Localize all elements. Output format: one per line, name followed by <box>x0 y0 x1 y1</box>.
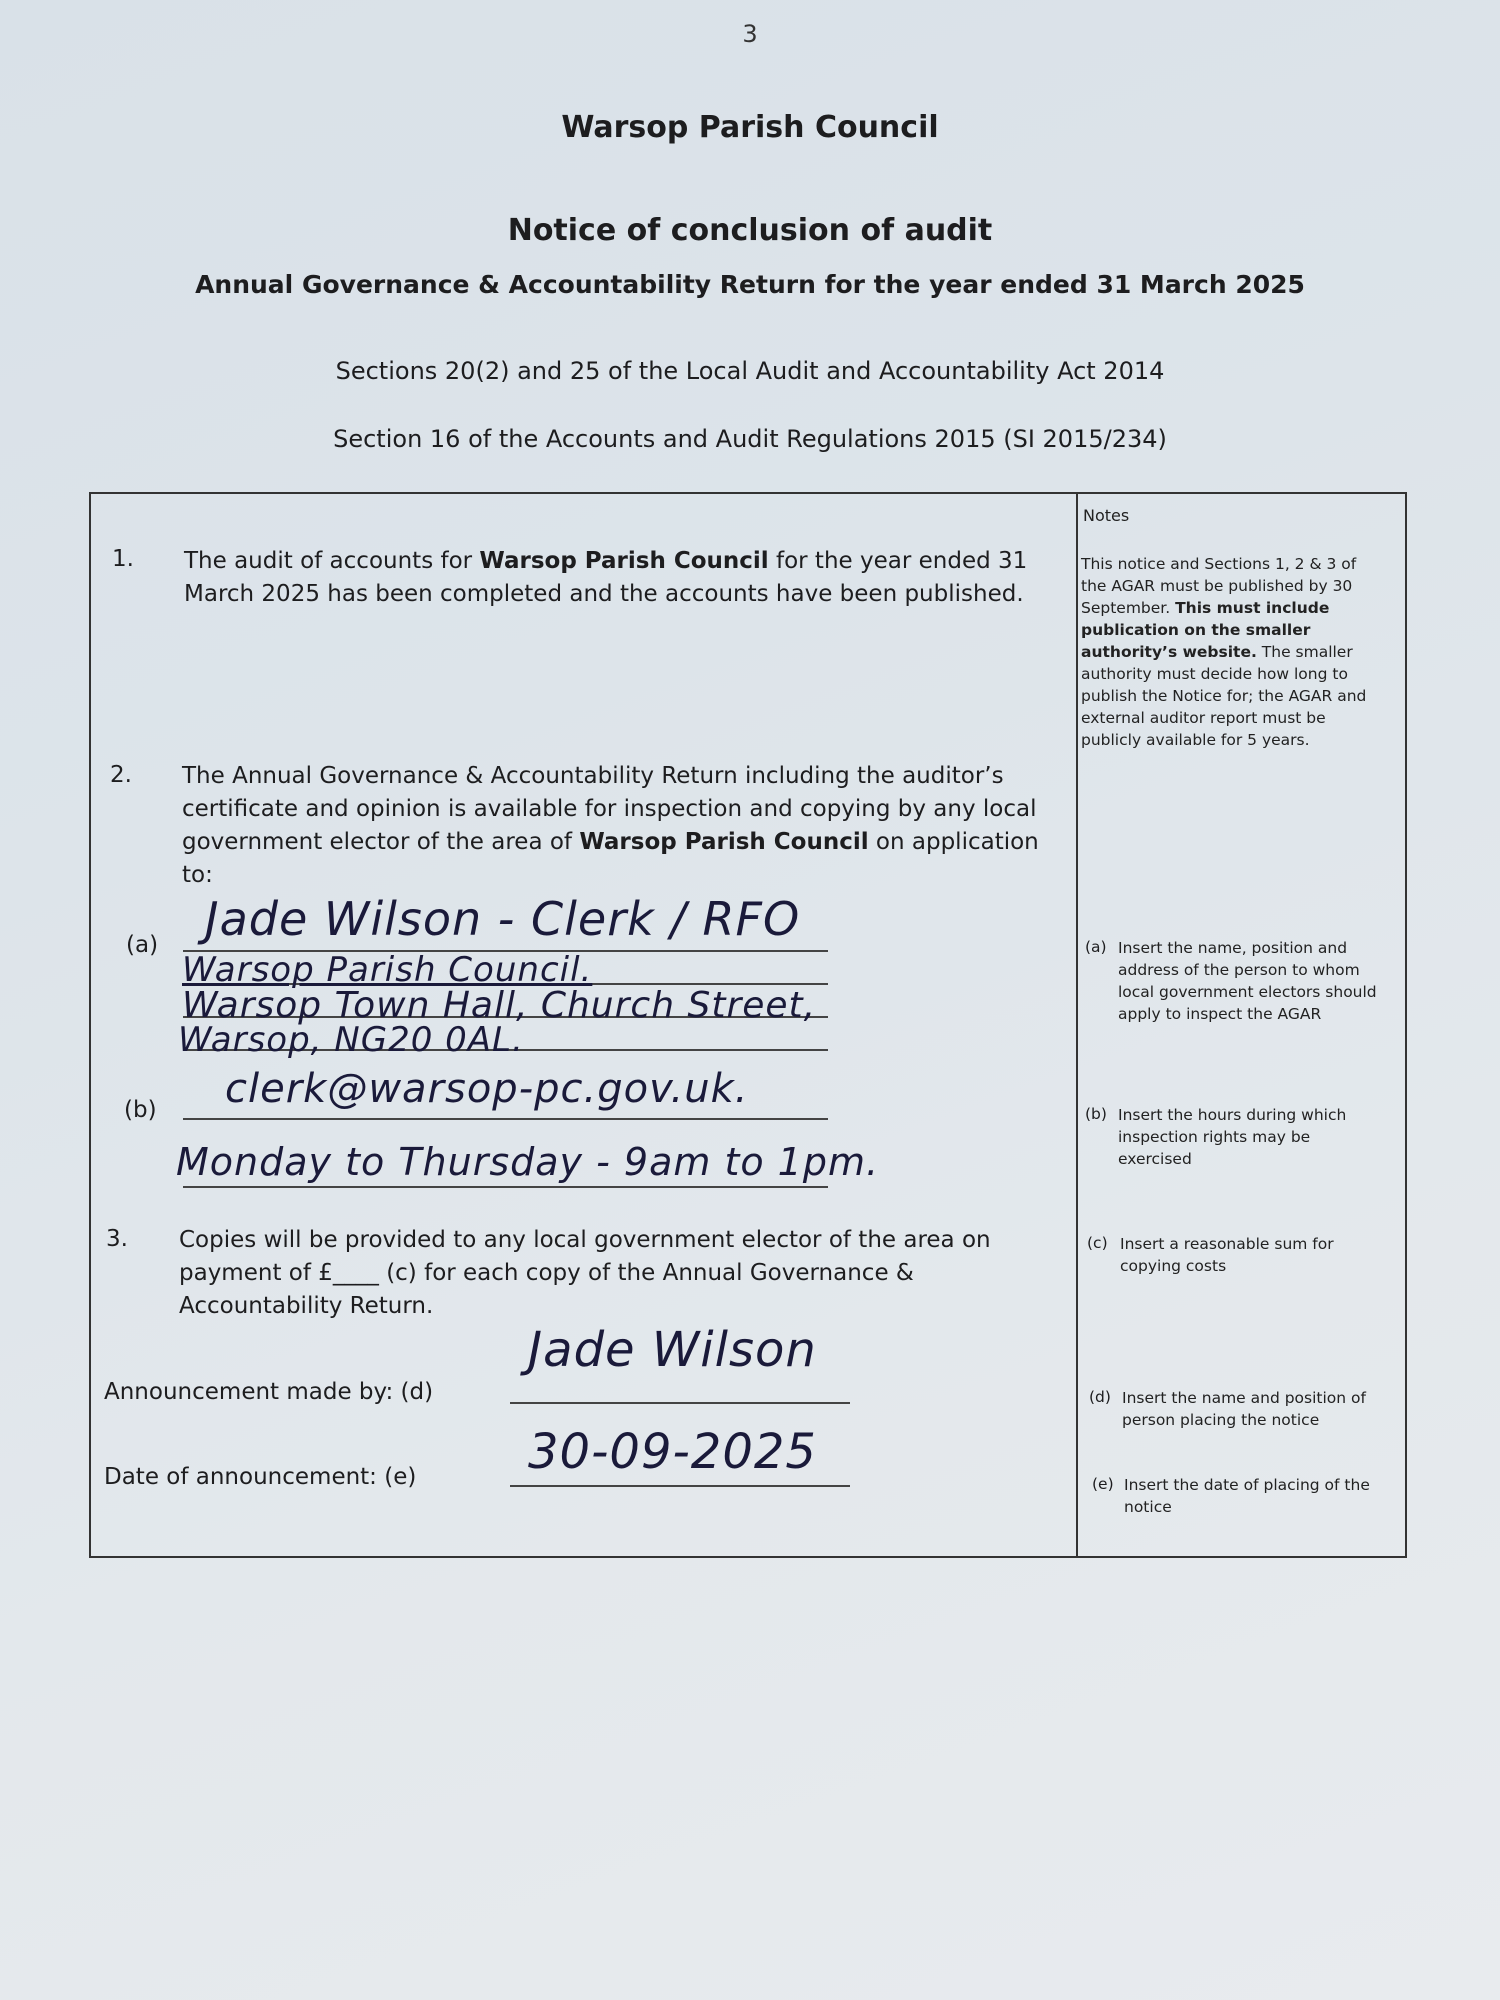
note-d-text: Insert the name and position of person placing the notice <box>1122 1389 1366 1429</box>
notice-title: Notice of conclusion of audit <box>507 213 993 248</box>
notes-main-pre: This notice and Sections 1, 2 & 3 of the AGAR must be published by 30 September. <box>1081 555 1357 617</box>
item-3-line3: Accountability Return. <box>179 1293 434 1319</box>
item-2-line1: The Annual Governance & Accountability Return including the auditor’s <box>182 763 1004 789</box>
handwritten-b-hours: Monday to Thursday - 9am to 1pm. <box>176 1140 880 1184</box>
item-1-number: 1. <box>112 546 134 572</box>
item-1-text <box>184 545 1064 611</box>
field-b-rule-2 <box>183 1186 828 1188</box>
act-sections-line: Sections 20(2) and 25 of the Local Audit and Accountability Act 2014 <box>335 357 1165 385</box>
announcement-label: Announcement made by: (d) <box>104 1379 434 1405</box>
handwritten-a-line2: Warsop Parish Council. <box>182 950 593 990</box>
note-b-text: Insert the hours during which inspection rights may be exercised <box>1118 1106 1347 1168</box>
notes-main-bold: This must include publication on the smaller authority’s website. <box>1081 599 1330 661</box>
note-c-label: (c) <box>1087 1234 1108 1252</box>
notes-main-post: The smaller authority must decide how long to publish the Notice for; the AGAR and external auditor report must be publicly available for 5 years. <box>1081 643 1367 749</box>
notes-main <box>1081 553 1381 751</box>
page-number: 3 <box>742 20 758 48</box>
council-title: Warsop Parish Council <box>561 110 939 145</box>
date-rule <box>510 1485 850 1487</box>
handwritten-b-email: clerk@warsop-pc.gov.uk. <box>225 1066 749 1112</box>
note-e-text: Insert the date of placing of the notice <box>1124 1476 1370 1516</box>
item-3-number: 3. <box>106 1226 128 1252</box>
regulations-line: Section 16 of the Accounts and Audit Regulations 2015 (SI 2015/234) <box>333 425 1167 453</box>
date-label: Date of announcement: (e) <box>104 1464 417 1490</box>
announcement-rule <box>510 1402 850 1404</box>
handwritten-announcer: Jade Wilson <box>528 1322 817 1378</box>
item-1-line2: March 2025 has been completed and the accounts have been published. <box>184 581 1024 607</box>
item-2-label-b: (b) <box>124 1097 157 1123</box>
item-1-line1-post: for the year ended 31 <box>768 548 1028 574</box>
field-b-rule-1 <box>183 1118 828 1120</box>
item-2-number: 2. <box>110 762 132 788</box>
item-3-line1: Copies will be provided to any local government elector of the area on <box>179 1227 991 1253</box>
agar-title: Annual Governance & Accountability Return for the year ended 31 March 2025 <box>195 270 1305 299</box>
item-2-line3-post: on application <box>868 829 1039 855</box>
notes-column-divider <box>1076 492 1078 1558</box>
note-b-label: (b) <box>1085 1105 1107 1123</box>
handwritten-a-line4: Warsop, NG20 0AL. <box>178 1020 524 1060</box>
item-3-line2: payment of £____ (c) for each copy of the Annual Governance & <box>179 1260 914 1286</box>
item-1-line1-pre: The audit of accounts for <box>184 548 480 574</box>
item-3-text <box>179 1224 1059 1323</box>
note-a-text: Insert the name, position and address of the person to whom local government electors should apply to inspect the AGAR <box>1118 939 1377 1023</box>
item-2-council-name: Warsop Parish Council <box>579 829 869 855</box>
note-a-label: (a) <box>1085 938 1107 956</box>
item-2-label-a: (a) <box>126 932 159 958</box>
item-2-line4: to: <box>182 862 213 888</box>
handwritten-a-line1: Jade Wilson - Clerk / RFO <box>205 892 801 946</box>
handwritten-date: 30-09-2025 <box>528 1424 817 1480</box>
item-2-text <box>182 760 1062 892</box>
note-c-text: Insert a reasonable sum for copying costs <box>1120 1235 1334 1275</box>
note-e-label: (e) <box>1092 1475 1114 1493</box>
handwritten-a-line3: Warsop Town Hall, Church Street, <box>182 985 817 1026</box>
item-2-line3-pre: government elector of the area of <box>182 829 580 855</box>
note-d-label: (d) <box>1089 1388 1111 1406</box>
item-2-line2: certificate and opinion is available for inspection and copying by any local <box>182 796 1037 822</box>
notes-heading: Notes <box>1083 506 1130 525</box>
item-1-council-name: Warsop Parish Council <box>479 548 769 574</box>
